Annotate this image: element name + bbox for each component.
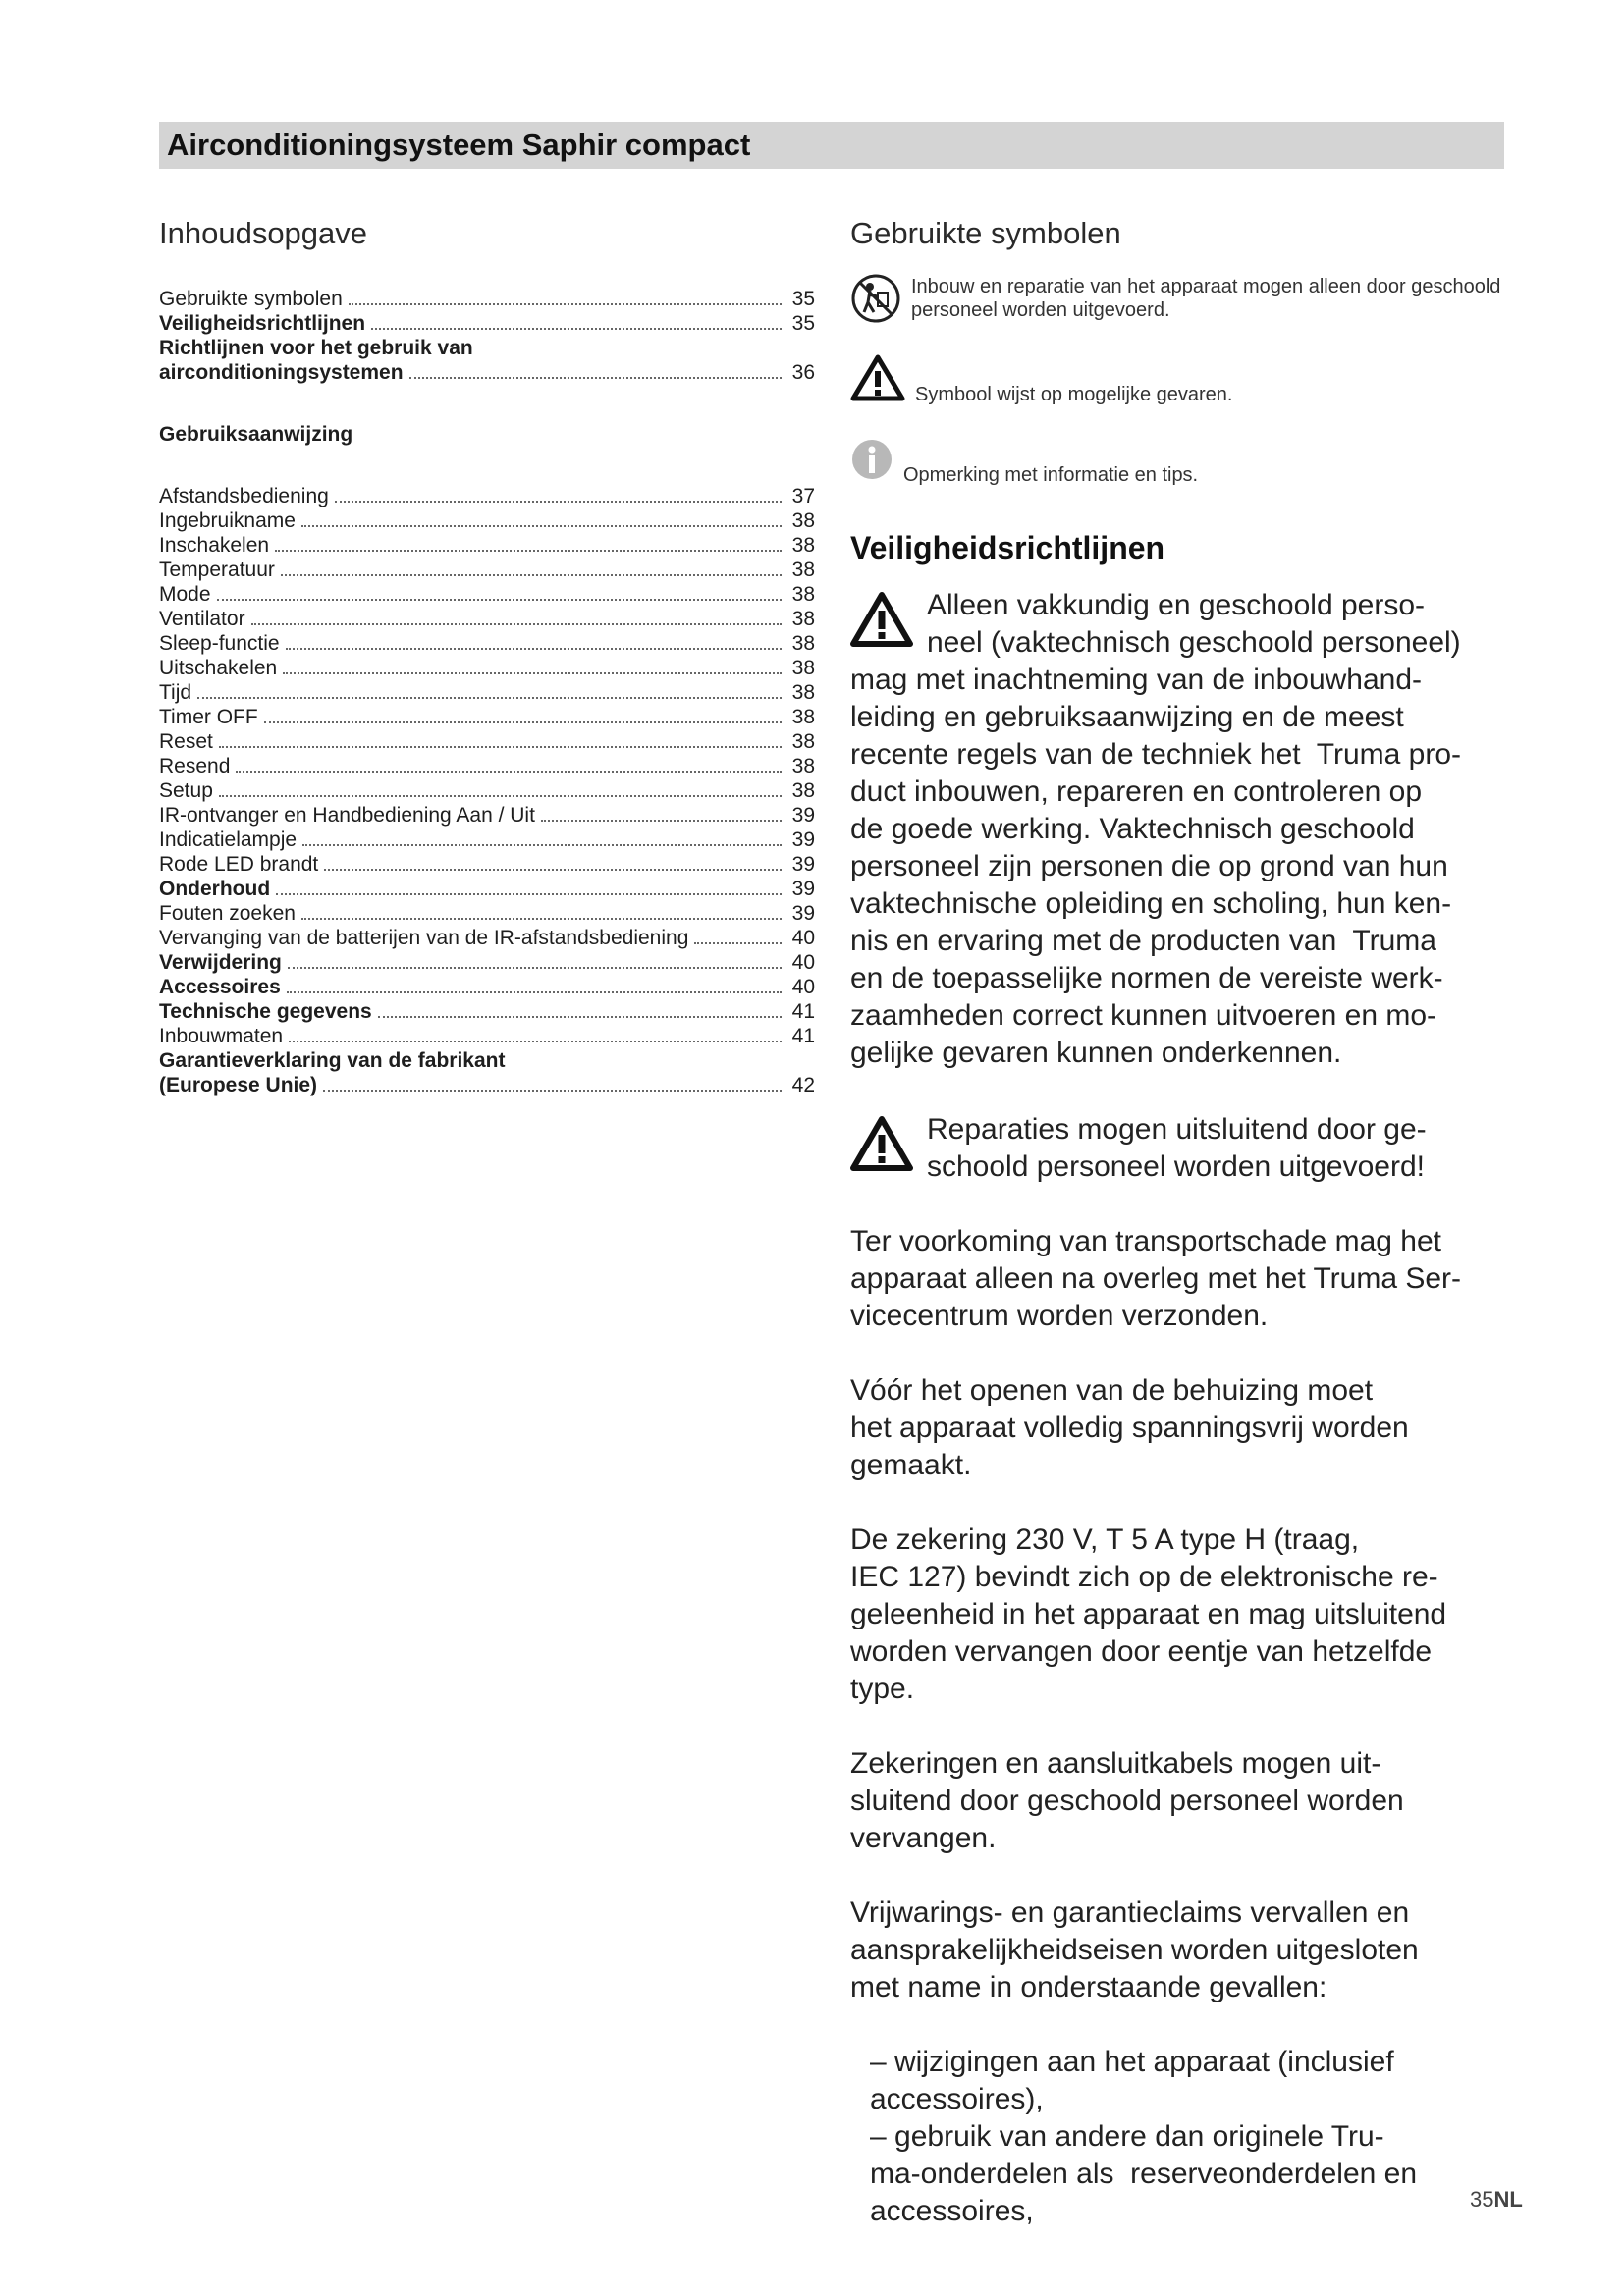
toc-entry-label: Verwijdering [159, 951, 282, 974]
symbols-title: Gebruikte symbolen [850, 216, 1121, 250]
toc-entry-label: Temperatuur [159, 559, 275, 581]
toc-entry-label: (Europese Unie) [159, 1074, 318, 1096]
toc-dot-leader [409, 377, 782, 379]
toc-entry [159, 311, 815, 336]
toc-dot-leader [301, 525, 782, 527]
toc-entry-page: 38 [791, 657, 815, 679]
text-line: sluitend door geschoold personeel worden [850, 1785, 1404, 1817]
toc-entry-label: Ingebruikname [159, 509, 296, 532]
toc-entry-page: 38 [791, 608, 815, 630]
toc-entry [159, 926, 815, 950]
toc-dot-leader [281, 574, 782, 576]
toc-entry [159, 336, 815, 360]
toc-entry [159, 484, 815, 508]
symbol-row [850, 438, 1510, 487]
text-line: gemaakt. [850, 1449, 972, 1481]
toc-entry [159, 656, 815, 680]
text-line: Zekeringen en aansluitkabels mogen uit- [850, 1747, 1381, 1780]
symbol-text: Opmerking met informatie en tips. [903, 464, 1199, 486]
toc-dot-leader [275, 550, 782, 552]
text-line: type. [850, 1673, 915, 1705]
text-line: Ter voorkoming van transportschade mag het [850, 1225, 1441, 1257]
toc-dot-leader [289, 1041, 782, 1042]
text-line: duct inbouwen, repareren en controleren op [850, 775, 1423, 808]
toc-dot-leader [378, 1016, 782, 1018]
toc-entry-label: Ventilator [159, 608, 245, 630]
toc-entry-label: Tijd [159, 681, 192, 704]
text-line: aansprakelijkheidseisen worden uitgesloten [850, 1934, 1419, 1966]
text-line: worden vervangen door eentje van hetzelfde [850, 1635, 1433, 1668]
text-line: het apparaat volledig spanningsvrij worden [850, 1412, 1409, 1444]
text-line: met name in onderstaande gevallen: [850, 1971, 1327, 2003]
toc-dot-leader [302, 844, 782, 846]
toc-entry [159, 852, 815, 877]
toc-entry [159, 533, 815, 558]
symbol-row [850, 353, 1510, 408]
toc-entry-page: 39 [791, 902, 815, 925]
content-column [850, 216, 1510, 2230]
toc-entry [159, 754, 815, 778]
text-line: vervangen. [850, 1822, 997, 1854]
toc-entry [159, 360, 815, 385]
toc-entry-label: Richtlijnen voor het gebruik van [159, 337, 473, 359]
toc-entry-label: Onderhoud [159, 878, 271, 900]
text-line: de goede werking. Vaktechnisch geschoold [850, 813, 1415, 845]
toc-dot-leader [371, 328, 782, 330]
text-line: neel (vaktechnisch geschoold personeel) [927, 626, 1461, 659]
toc-entry-page: 41 [791, 1025, 815, 1047]
toc-dot-leader [541, 820, 782, 822]
paragraph [850, 1895, 1510, 2006]
toc-dot-leader [287, 991, 782, 993]
text-line: recente regels van de techniek het Truma pro- [850, 738, 1462, 771]
toc-entry [159, 975, 815, 999]
toc-entry [159, 287, 815, 311]
toc-items-list [159, 484, 815, 1097]
safety-title: Veiligheidsrichtlijnen [850, 530, 1165, 565]
text-line: IEC 127) bevindt zich op de elektronische re- [850, 1561, 1438, 1593]
toc-dot-leader [217, 599, 782, 601]
toc-entry-page: 38 [791, 559, 815, 581]
toc-entry-label: Uitschakelen [159, 657, 278, 679]
paragraph [850, 1372, 1510, 1484]
toc-entry [159, 508, 815, 533]
toc-dot-leader [219, 795, 782, 797]
toc-dot-leader [349, 303, 782, 305]
toc-entry-page: 39 [791, 853, 815, 876]
toc-entry [159, 582, 815, 607]
text-line: Vóór het openen van de behuizing moet [850, 1374, 1374, 1407]
symbol-text: Symbool wijst op mogelijke gevaren. [915, 384, 1233, 405]
toc-entry-page: 38 [791, 583, 815, 606]
text-line: Vrijwarings- en garantieclaims vervallen en [850, 1896, 1410, 1929]
toc-entry-page: 38 [791, 509, 815, 532]
toc-entry-page: 36 [791, 361, 815, 384]
toc-section-heading: Gebruiksaanwijzing [159, 423, 353, 446]
toc-entry [159, 680, 815, 705]
text-line: leiding en gebruiksaanwijzing en de meest [850, 701, 1404, 733]
toc-entry [159, 729, 815, 754]
toc-dot-leader [251, 623, 782, 625]
toc-entry-label: Resend [159, 755, 231, 777]
toc-entry-page: 35 [791, 288, 815, 310]
toc-entry-label: Veiligheidsrichtlijnen [159, 312, 366, 335]
text-line: De zekering 230 V, T 5 A type H (traag, [850, 1523, 1360, 1556]
toc-entry-label: Technische gegevens [159, 1000, 372, 1023]
text-line: accessoires), [870, 2083, 1044, 2115]
text-line: nis en ervaring met de producten van Truma [850, 925, 1436, 957]
toc-entry [159, 558, 815, 582]
toc-entry-page: 39 [791, 878, 815, 900]
text-line: gelijke gevaren kunnen onderkennen. [850, 1037, 1342, 1069]
toc-entry [159, 607, 815, 631]
toc-entry-page: 40 [791, 976, 815, 998]
warning-text [850, 1111, 1510, 1186]
no-tampering-icon [850, 273, 901, 330]
toc-entry-page: 39 [791, 828, 815, 851]
page-number: 35NL [1470, 2187, 1523, 2212]
toc-entry-page: 40 [791, 927, 815, 949]
toc-entry-label: Reset [159, 730, 213, 753]
toc-entry-label: Vervanging van de batterijen van de IR-afstandsbediening [159, 927, 689, 949]
paragraph [850, 1223, 1510, 1335]
toc-entry-page: 42 [791, 1074, 815, 1096]
toc-entry-label: Inbouwmaten [159, 1025, 284, 1047]
toc-dot-leader [694, 942, 782, 944]
toc-entry-label: Gebruikte symbolen [159, 288, 343, 310]
toc-entry [159, 778, 815, 803]
document-header [159, 122, 1504, 169]
warning-block [850, 1111, 1510, 1186]
text-line: personeel zijn personen die op grond van hun [850, 850, 1448, 882]
toc-entry [159, 1024, 815, 1048]
toc-entry-page: 35 [791, 312, 815, 335]
toc-entry-label: Indicatielampje [159, 828, 298, 851]
toc-entry-label: Afstandsbediening [159, 485, 329, 507]
info-icon [850, 438, 893, 487]
symbol-row [850, 273, 1510, 330]
toc-intro-list [159, 287, 815, 385]
toc-dot-leader [323, 1090, 782, 1092]
toc-entry-page: 38 [791, 681, 815, 704]
symbol-text: Inbouw en reparatie van het apparaat mogen alleen door geschoold personeel worden uitgevoerd. [911, 276, 1501, 321]
toc-entry [159, 901, 815, 926]
toc-entry-page: 38 [791, 779, 815, 802]
warning-block [850, 587, 1510, 1072]
toc-entry-page: 38 [791, 534, 815, 557]
toc-dot-leader [286, 648, 782, 650]
toc-entry [159, 950, 815, 975]
toc-entry-label: Timer OFF [159, 706, 258, 728]
text-line: vaktechnische opleiding en scholing, hun ken- [850, 887, 1452, 920]
text-line: Alleen vakkundig en geschoold perso- [927, 589, 1425, 621]
toc-entry [159, 705, 815, 729]
toc-dot-leader [324, 869, 782, 871]
text-line: vicecentrum worden verzonden. [850, 1300, 1269, 1332]
toc-entry [159, 828, 815, 852]
toc-entry-page: 38 [791, 632, 815, 655]
toc-dot-leader [301, 918, 782, 920]
text-line: – gebruik van andere dan originele Tru- [870, 2120, 1384, 2153]
toc-entry-label: Fouten zoeken [159, 902, 296, 925]
toc-entry-page: 38 [791, 706, 815, 728]
toc-dot-leader [283, 672, 782, 674]
toc-title: Inhoudsopgave [159, 216, 368, 250]
text-line: accessoires, [870, 2195, 1034, 2227]
text-line: apparaat alleen na overleg met het Truma Ser- [850, 1262, 1462, 1295]
toc-dot-leader [276, 893, 782, 895]
warning-triangle-icon [850, 353, 905, 408]
text-line: mag met inachtneming van de inbouwhand- [850, 664, 1423, 696]
toc-entry-label: Accessoires [159, 976, 281, 998]
toc-entry-label: Sleep-functie [159, 632, 280, 655]
toc-entry [159, 631, 815, 656]
toc-entry [159, 1073, 815, 1097]
warning-text [850, 587, 1510, 1072]
toc-dot-leader [264, 721, 782, 723]
toc-dot-leader [197, 697, 782, 699]
toc-dot-leader [219, 746, 782, 748]
toc-entry [159, 999, 815, 1024]
toc-entry-label: Rode LED brandt [159, 853, 319, 876]
toc-entry-page: 38 [791, 730, 815, 753]
text-line: zaamheden correct kunnen uitvoeren en mo- [850, 999, 1437, 1032]
toc-entry-label: Garantieverklaring van de fabrikant [159, 1049, 506, 1072]
document-title: Airconditioningsysteem Saphir compact [167, 128, 751, 162]
paragraph [850, 1745, 1510, 1857]
exclusion-list [850, 2044, 1510, 2230]
warning-triangle-icon [850, 591, 913, 653]
text-line: schoold personeel worden uitgevoerd! [927, 1150, 1425, 1183]
text-line: Reparaties mogen uitsluitend door ge- [927, 1113, 1427, 1146]
warning-triangle-icon [850, 1115, 913, 1177]
toc-entry-label: Setup [159, 779, 213, 802]
toc-entry-label: Inschakelen [159, 534, 270, 557]
toc-entry-label: Mode [159, 583, 211, 606]
toc-entry-page: 40 [791, 951, 815, 974]
text-line: – wijzigingen aan het apparaat (inclusief [870, 2046, 1394, 2078]
toc-entry-page: 38 [791, 755, 815, 777]
table-of-contents [159, 216, 815, 1097]
toc-dot-leader [335, 501, 782, 503]
text-line: ma-onderdelen als reserveonderdelen en [870, 2158, 1418, 2190]
toc-entry [159, 1048, 815, 1073]
toc-dot-leader [288, 967, 782, 969]
toc-entry-page: 41 [791, 1000, 815, 1023]
text-line: geleenheid in het apparaat en mag uitsluitend [850, 1598, 1447, 1630]
paragraph [850, 1522, 1510, 1708]
toc-entry-page: 37 [791, 485, 815, 507]
toc-dot-leader [236, 771, 782, 773]
toc-entry-label: airconditioningsystemen [159, 361, 404, 384]
toc-entry [159, 803, 815, 828]
toc-entry [159, 877, 815, 901]
text-line: en de toepasselijke normen de vereiste werk- [850, 962, 1443, 994]
toc-entry-page: 39 [791, 804, 815, 827]
toc-entry-label: IR-ontvanger en Handbediening Aan / Uit [159, 804, 535, 827]
